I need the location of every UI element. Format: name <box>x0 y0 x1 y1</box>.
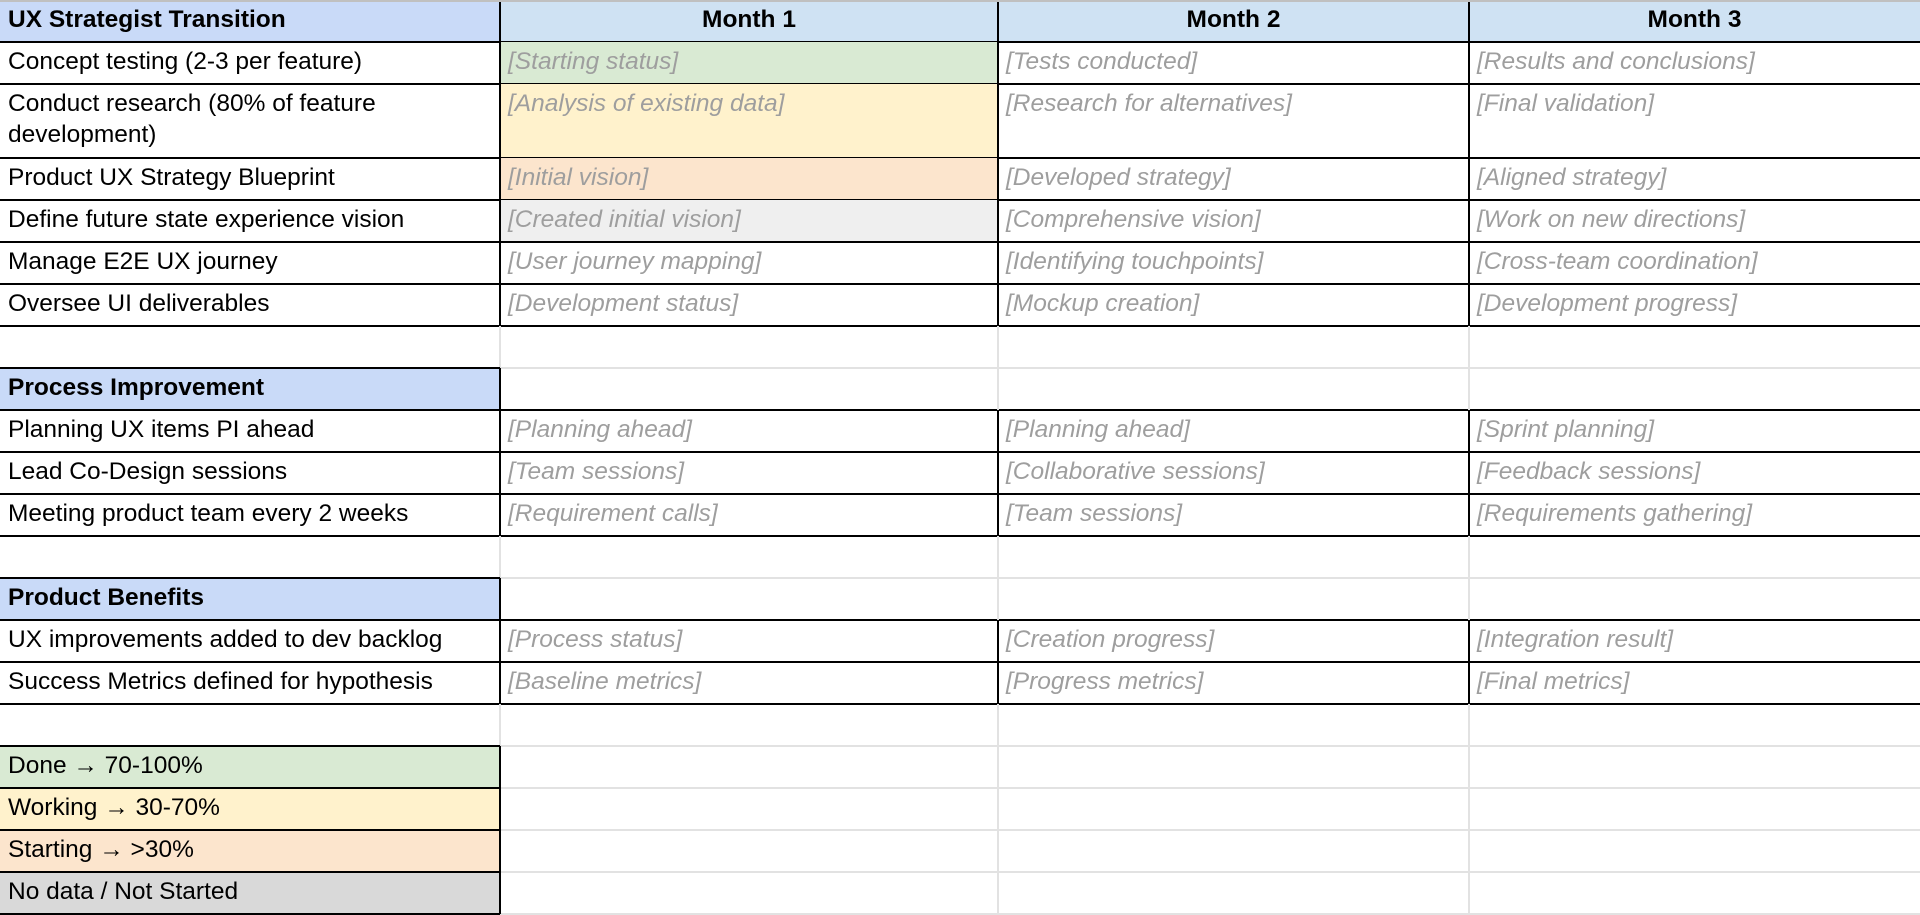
grid-line <box>997 788 999 830</box>
grid-line <box>997 84 999 158</box>
grid-line <box>997 620 999 662</box>
month-3-cell[interactable]: [Results and conclusions] <box>1477 48 1755 75</box>
month-2-cell[interactable]: [Research for alternatives] <box>1006 90 1292 117</box>
empty-cell[interactable] <box>500 578 998 620</box>
empty-cell[interactable] <box>1469 872 1920 914</box>
empty-cell[interactable] <box>1469 704 1920 746</box>
legend-legend_not_started[interactable]: No data / Not Started <box>0 872 500 914</box>
legend-working[interactable]: Working → 30-70% <box>0 788 500 830</box>
grid-line <box>1468 326 1470 368</box>
grid-line <box>1468 158 1470 200</box>
empty-cell[interactable] <box>500 368 998 410</box>
month-header-3[interactable]: Month 3 <box>1469 0 1920 42</box>
row-label[interactable]: Manage E2E UX journey <box>8 248 278 275</box>
grid-line <box>997 452 999 494</box>
empty-cell[interactable] <box>998 788 1469 830</box>
grid-line <box>997 284 999 326</box>
empty-cell[interactable] <box>500 830 998 872</box>
row-label[interactable]: Success Metrics defined for hypothesis <box>8 668 433 695</box>
grid-line <box>499 788 501 830</box>
grid-line <box>0 829 500 831</box>
grid-line <box>499 0 501 42</box>
grid-line <box>1468 368 1470 410</box>
grid-line <box>1468 830 1470 872</box>
month-2-cell[interactable]: [Tests conducted] <box>1006 48 1198 75</box>
grid-line <box>499 200 501 242</box>
grid-line <box>1468 788 1470 830</box>
month-3-cell[interactable]: [Aligned strategy] <box>1477 164 1667 191</box>
grid-line <box>997 410 999 452</box>
row-label[interactable]: Lead Co-Design sessions <box>8 458 288 485</box>
empty-cell[interactable] <box>1469 536 1920 578</box>
legend-done[interactable]: Done → 70-100% <box>0 746 500 788</box>
grid-line <box>997 494 999 536</box>
grid-line <box>499 368 501 410</box>
grid-line <box>1468 746 1470 788</box>
grid-line <box>1468 704 1470 746</box>
grid-line <box>0 787 500 789</box>
month-3-cell[interactable]: [Integration result] <box>1477 626 1674 653</box>
row-label[interactable]: Meeting product team every 2 weeks <box>8 500 409 527</box>
row-label[interactable]: Planning UX items PI ahead <box>8 416 315 443</box>
empty-cell[interactable] <box>0 326 500 368</box>
month-2-cell[interactable]: [Mockup creation] <box>1006 290 1200 317</box>
grid-line <box>499 326 501 368</box>
grid-line <box>1468 284 1470 326</box>
grid-line <box>499 494 501 536</box>
empty-cell[interactable] <box>998 704 1469 746</box>
grid-line <box>499 42 501 84</box>
empty-cell[interactable] <box>998 536 1469 578</box>
empty-cell[interactable] <box>1469 746 1920 788</box>
month-3-cell[interactable]: [Sprint planning] <box>1477 416 1655 443</box>
month-3-cell[interactable]: [Final validation] <box>1477 90 1655 117</box>
grid-line <box>997 200 999 242</box>
month-2-cell[interactable]: [Developed strategy] <box>1006 164 1231 191</box>
grid-line <box>499 704 501 746</box>
grid-line <box>0 367 500 369</box>
empty-cell[interactable] <box>500 704 998 746</box>
grid-line <box>0 745 500 747</box>
grid-line <box>499 536 501 578</box>
month-3-cell[interactable]: [Development progress] <box>1477 290 1738 317</box>
grid-line <box>1468 620 1470 662</box>
empty-cell[interactable] <box>1469 830 1920 872</box>
empty-cell[interactable] <box>1469 368 1920 410</box>
empty-cell[interactable] <box>500 326 998 368</box>
month-1-cell[interactable]: [Starting status] <box>500 42 998 84</box>
empty-cell[interactable] <box>998 578 1469 620</box>
empty-cell[interactable] <box>500 872 998 914</box>
grid-line <box>997 158 999 200</box>
grid-line <box>1468 452 1470 494</box>
grid-line <box>499 620 501 662</box>
grid-line <box>997 326 999 368</box>
grid-line <box>499 242 501 284</box>
grid-line <box>499 284 501 326</box>
empty-cell[interactable] <box>1469 326 1920 368</box>
grid-line <box>1468 536 1470 578</box>
month-2-cell[interactable]: [Creation progress] <box>1006 626 1215 653</box>
month-1-cell[interactable]: [Development status] <box>508 290 739 317</box>
month-3-cell[interactable]: [Requirements gathering] <box>1477 500 1753 527</box>
empty-cell[interactable] <box>0 536 500 578</box>
row-label[interactable]: UX improvements added to dev backlog <box>8 626 443 653</box>
empty-cell[interactable] <box>998 872 1469 914</box>
row-label[interactable]: Conduct research (80% of feature development) <box>8 90 376 148</box>
month-1-cell[interactable]: [Analysis of existing data] <box>500 84 998 158</box>
empty-cell[interactable] <box>0 704 500 746</box>
grid-line <box>499 578 501 620</box>
grid-line <box>1468 662 1470 704</box>
month-header-1[interactable]: Month 1 <box>500 0 998 42</box>
row-label[interactable]: Concept testing (2-3 per feature) <box>8 48 363 75</box>
month-1-cell[interactable]: [Process status] <box>508 626 683 653</box>
empty-cell[interactable] <box>998 830 1469 872</box>
month-3-cell[interactable]: [Work on new directions] <box>1477 206 1746 233</box>
grid-line <box>997 536 999 578</box>
grid-line <box>499 158 501 200</box>
grid-line <box>499 84 501 158</box>
month-1-cell[interactable]: [Requirement calls] <box>508 500 718 527</box>
empty-cell[interactable] <box>500 746 998 788</box>
grid-line <box>499 410 501 452</box>
section-title[interactable]: Process Improvement <box>0 368 500 410</box>
grid-line <box>1468 0 1470 42</box>
sheet-title[interactable]: UX Strategist Transition <box>0 0 500 42</box>
grid-line <box>0 577 500 579</box>
row-label[interactable]: Oversee UI deliverables <box>8 290 270 317</box>
grid-line <box>997 746 999 788</box>
month-header-2[interactable]: Month 2 <box>998 0 1469 42</box>
grid-line <box>997 662 999 704</box>
section-title[interactable]: Product Benefits <box>0 578 500 620</box>
empty-cell[interactable] <box>998 326 1469 368</box>
grid-line <box>499 872 501 914</box>
grid-line <box>997 704 999 746</box>
grid-line <box>1468 242 1470 284</box>
empty-cell[interactable] <box>500 788 998 830</box>
month-2-cell[interactable]: [Progress metrics] <box>1006 668 1204 695</box>
grid-line <box>997 872 999 914</box>
grid-line <box>499 662 501 704</box>
grid-line <box>1468 494 1470 536</box>
month-1-cell[interactable]: [User journey mapping] <box>508 248 762 275</box>
grid-line <box>499 746 501 788</box>
grid-line <box>499 452 501 494</box>
grid-line <box>997 830 999 872</box>
month-2-cell[interactable]: [Comprehensive vision] <box>1006 206 1261 233</box>
month-3-cell[interactable]: [Final metrics] <box>1477 668 1630 695</box>
grid-line <box>1468 872 1470 914</box>
grid-line <box>997 42 999 84</box>
month-2-cell[interactable]: [Planning ahead] <box>1006 416 1190 443</box>
empty-cell[interactable] <box>998 746 1469 788</box>
month-1-cell[interactable]: [Team sessions] <box>508 458 685 485</box>
empty-cell[interactable] <box>1469 788 1920 830</box>
grid-line <box>0 0 1920 2</box>
grid-line <box>997 242 999 284</box>
month-1-cell[interactable]: [Initial vision] <box>500 158 998 200</box>
grid-line <box>499 830 501 872</box>
grid-line <box>1468 410 1470 452</box>
month-2-cell[interactable]: [Collaborative sessions] <box>1006 458 1265 485</box>
grid-line <box>0 871 500 873</box>
row-label[interactable]: Define future state experience vision <box>8 206 405 233</box>
month-1-cell[interactable]: [Planning ahead] <box>508 416 692 443</box>
row-label[interactable]: Product UX Strategy Blueprint <box>8 164 335 191</box>
grid-line <box>1468 84 1470 158</box>
month-3-cell[interactable]: [Feedback sessions] <box>1477 458 1701 485</box>
empty-cell[interactable] <box>998 368 1469 410</box>
month-1-cell[interactable]: [Created initial vision] <box>500 200 998 242</box>
month-1-cell[interactable]: [Baseline metrics] <box>508 668 702 695</box>
grid-line <box>997 0 999 42</box>
grid-line <box>997 368 999 410</box>
month-2-cell[interactable]: [Team sessions] <box>1006 500 1183 527</box>
grid-line <box>1468 200 1470 242</box>
grid-line <box>1468 42 1470 84</box>
month-3-cell[interactable]: [Cross-team coordination] <box>1477 248 1758 275</box>
legend-starting[interactable]: Starting → >30% <box>0 830 500 872</box>
month-2-cell[interactable]: [Identifying touchpoints] <box>1006 248 1264 275</box>
grid-line <box>997 578 999 620</box>
empty-cell[interactable] <box>500 536 998 578</box>
empty-cell[interactable] <box>1469 578 1920 620</box>
grid-line <box>1468 578 1470 620</box>
